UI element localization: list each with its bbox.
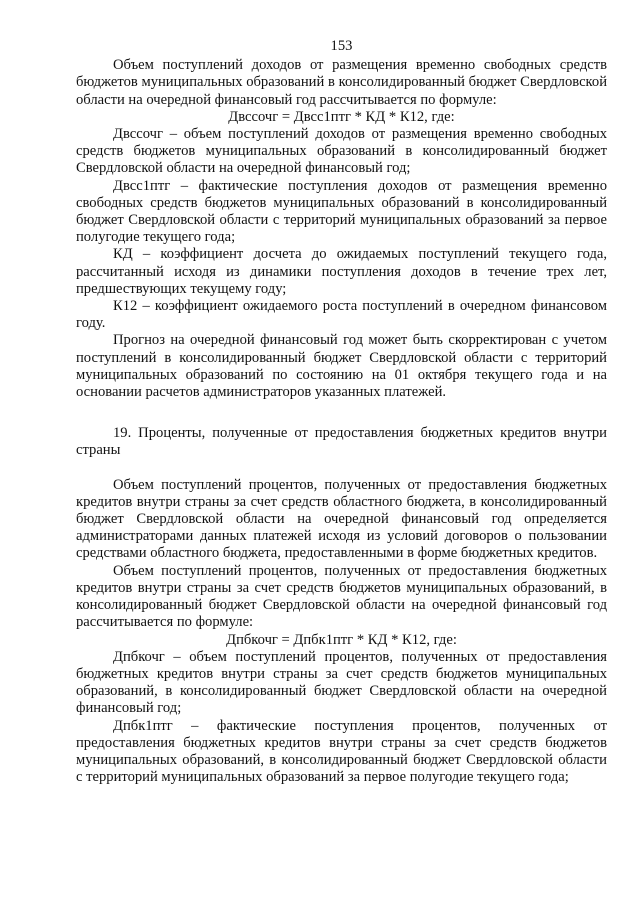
document-page: [76, 38, 607, 786]
paragraph: Объем поступлений процентов, полученных от предоставления бюджетных кредитов внутри страны за счет средств бюджетов муниципальных образований, в консолидированный бюджет Свердловской области на очередной финансовый год рассчитывается по формуле:: [76, 562, 607, 631]
paragraph: Объем поступлений доходов от размещения временно свободных средств бюджетов муниципальных образований в консолидированный бюджет Свердловской области на очередной финансовый год рассчитывается по формуле:: [76, 57, 607, 108]
paragraph: К12 – коэффициент ожидаемого роста поступлений в очередном финансовом году.: [76, 298, 607, 332]
paragraph: Дпбкочг – объем поступлений процентов, полученных от предоставления бюджетных кредитов внутри страны за счет средств бюджетов муниципальных образований, в консолидированный бюджет Свердловской области на очередной финансовый год;: [76, 648, 607, 717]
formula: Дпбкочг = Дпбк1птг * КД * К12, где:: [226, 631, 457, 648]
paragraph: Дпбк1птг – фактические поступления процентов, полученных от предоставления бюджетных кредитов внутри страны за счет средств бюджетов муниципальных образований, в консолидированный бюджет Свердловской области с территорий муниципальных образований за первое полугодие текущего года;: [76, 717, 607, 786]
spacer: [76, 460, 607, 477]
paragraph: Двсс1птг – фактические поступления доходов от размещения временно свободных средств бюджетов муниципальных образований в консолидированный бюджет Свердловской области с территорий муниципальных образований за первое полугодие текущего года;: [76, 177, 607, 246]
section-heading: 19. Проценты, полученные от предоставления бюджетных кредитов внутри страны: [76, 425, 607, 459]
paragraph: Двссочг – объем поступлений доходов от размещения временно свободных средств бюджетов муниципальных образований в консолидированный бюджет Свердловской области на очередной финансовый год;: [76, 126, 607, 177]
formula: Двссочг = Двсс1птг * КД * К12, где:: [228, 108, 455, 125]
paragraph: КД – коэффициент досчета до ожидаемых поступлений текущего года, рассчитанный исходя из динамики поступления доходов в течение трех лет, предшествующих текущему году;: [76, 246, 607, 297]
spacer: [76, 401, 607, 425]
paragraph: Объем поступлений процентов, полученных от предоставления бюджетных кредитов внутри страны за счет средств областного бюджета, в консолидированный бюджет Свердловской области на очередной финансовый год определяется администраторами данных платежей исходя из условий договоров о пользовании средствами областного бюджета, предоставленными в форме бюджетных кредитов.: [76, 476, 607, 562]
paragraph: Прогноз на очередной финансовый год может быть скорректирован с учетом поступлений в консолидированный бюджет Свердловской области с территорий муниципальных образований по состоянию на 01 октября текущего года и на основании расчетов администраторов указанных платежей.: [76, 332, 607, 401]
page-number: 153: [330, 38, 353, 54]
